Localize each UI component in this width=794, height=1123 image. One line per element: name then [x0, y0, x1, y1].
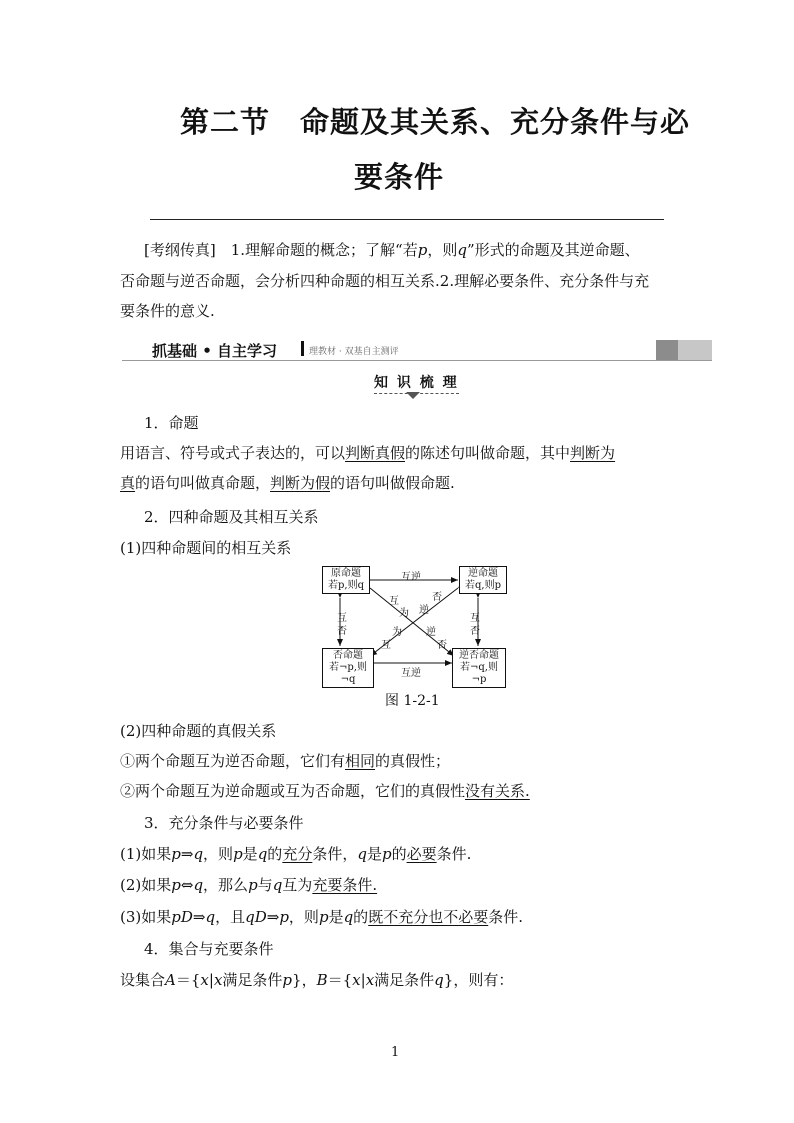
label-top-mutual-converse: 互逆	[401, 572, 421, 583]
section-1-heading: 1．命题	[144, 414, 199, 432]
diag-label-3: 逆	[419, 605, 429, 616]
diag-label-7: 逆	[426, 627, 436, 638]
banner-title: 抓基础 • 自主学习	[152, 342, 278, 360]
page-title-line-1: 第二节 命题及其关系、充分条件与必	[180, 105, 691, 139]
syllabus-label: [考纲传真]	[144, 241, 216, 259]
original-proposition-box: 原命题 若p,则q	[322, 566, 370, 594]
diag-label-5: 互	[381, 640, 391, 651]
section-2-sub-2: (2)四种命题的真假关系	[120, 722, 277, 740]
triangle-down-icon	[406, 392, 420, 399]
banner-subtitle: 理教材 · 双基自主测评	[309, 347, 399, 357]
diag-label-1: 互	[389, 596, 399, 607]
diag-label-6: 为	[392, 627, 402, 638]
page-title-line-2: 要条件	[354, 160, 445, 194]
syllabus-line-1: [考纲传真] 1.理解命题的概念；了解“若p，则q”形式的命题及其逆命题、	[144, 241, 640, 259]
section-1-line-1: 用语言、符号或式子表达的，可以判断真假的陈述句叫做命题，其中判断为	[120, 444, 616, 462]
inverse-proposition-box: 否命题 若¬p,则¬q	[322, 648, 374, 688]
figure-caption: 图 1-2-1	[385, 693, 440, 709]
label-bottom-mutual-converse: 互逆	[401, 668, 421, 679]
banner-separator	[301, 341, 304, 356]
section-4-line-1: 设集合A＝{x|x满足条件p}，B＝{x|x满足条件q}，则有：	[120, 971, 514, 989]
label-left-1: 互	[337, 613, 347, 624]
section-2-rule-2: ②两个命题互为逆命题或互为否命题，它们的真假性没有关系.	[120, 782, 530, 800]
label-left-2: 否	[337, 626, 347, 637]
title-divider	[150, 219, 664, 220]
section-1-line-2: 真的语句叫做真命题，判断为假的语句叫做假命题.	[120, 474, 455, 492]
label-right-2: 否	[470, 626, 480, 637]
banner-decoration-dark	[656, 340, 678, 360]
section-3-heading: 3．充分条件与必要条件	[144, 814, 304, 832]
section-2-heading: 2．四种命题及其相互关系	[144, 508, 319, 526]
section-3-line-3: (3)如果pD⇒q，且qD⇒p，则p是q的既不充分也不必要条件.	[120, 908, 523, 926]
knowledge-heading: 知 识 梳 理	[374, 372, 459, 394]
diag-label-8: 否	[437, 640, 447, 651]
section-4-heading: 4．集合与充要条件	[144, 940, 274, 958]
section-3-line-2: (2)如果p⇔q，那么p与q互为充要条件.	[120, 876, 378, 894]
section-2-sub-1: (1)四种命题间的相互关系	[120, 539, 292, 557]
section-3-line-1: (1)如果p⇒q，则p是q的充分条件，q是p的必要条件.	[120, 845, 472, 863]
four-propositions-diagram	[300, 560, 520, 684]
syllabus-line-2: 否命题与逆否命题，会分析四种命题的相互关系.2.理解必要条件、充分条件与充	[120, 272, 650, 290]
page-number: 1	[391, 1045, 400, 1060]
label-right-1: 互	[470, 613, 480, 624]
section-banner	[122, 340, 712, 361]
diag-label-4: 否	[432, 592, 442, 603]
banner-decoration-light	[678, 340, 712, 360]
contrapositive-proposition-box: 逆否命题 若¬q,则¬p	[452, 648, 506, 688]
diag-label-2: 为	[399, 608, 409, 619]
syllabus-line-3: 要条件的意义.	[120, 302, 215, 320]
section-2-rule-1: ①两个命题互为逆否命题，它们有相同的真假性；	[120, 752, 451, 770]
converse-proposition-box: 逆命题 若q,则p	[459, 566, 507, 594]
